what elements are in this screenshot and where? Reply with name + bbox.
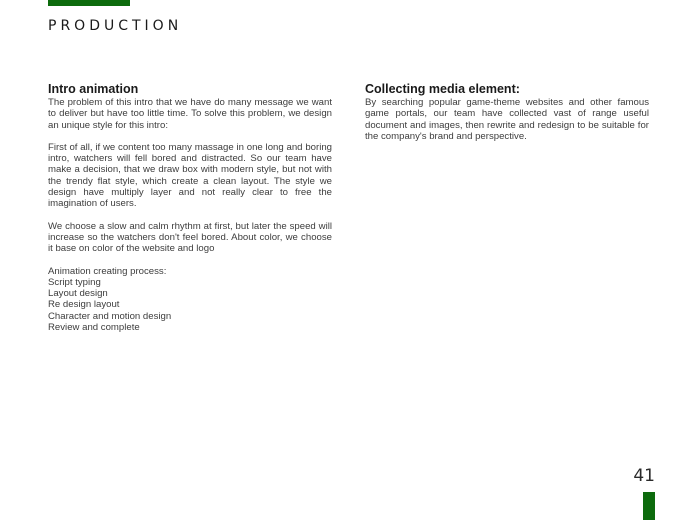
- bottom-accent-bar: [643, 492, 655, 520]
- process-step: Character and motion design: [48, 310, 172, 322]
- process-step: Re design layout: [48, 299, 120, 311]
- top-accent-bar: [48, 0, 130, 6]
- process-step: Script typing: [48, 276, 101, 288]
- process-step: Layout design: [48, 288, 108, 300]
- process-step: Review and complete: [48, 322, 140, 334]
- right-column: [365, 82, 649, 153]
- process-steps-list: [48, 277, 332, 333]
- intro-animation-heading: Intro animation: [48, 82, 139, 96]
- paragraph-collecting: By searching popular game-theme websites and other famous game portals, our team have collected vast of range useful document and images, then rewrite and redesign to be suitable for the company's brand and perspective.: [365, 97, 649, 142]
- left-column: [48, 82, 332, 333]
- paragraph-problem: The problem of this intro that we have do many message we want to deliver but have too little time. To solve this problem, we design an unique style for this intro:: [48, 97, 332, 131]
- section-title: PRODUCTION: [48, 18, 183, 34]
- collecting-media-heading: Collecting media element:: [365, 82, 520, 96]
- paragraph-rhythm: We choose a slow and calm rhythm at first, but later the speed will increase so the watchers don't feel bored. About color, we choose it base on color of the website and logo: [48, 220, 332, 255]
- page-number: 41: [633, 466, 655, 486]
- paragraph-first: First of all, if we content too many massage in one long and boring intro, watchers will fell bored and distracted. So our team have make a decision, that we draw box with modern style, but not with the trendy flat style, which create a clean layout. The style we design have multiply layer and not really clear to free the imagination of users.: [48, 141, 332, 210]
- process-heading: Animation creating process:: [48, 265, 167, 277]
